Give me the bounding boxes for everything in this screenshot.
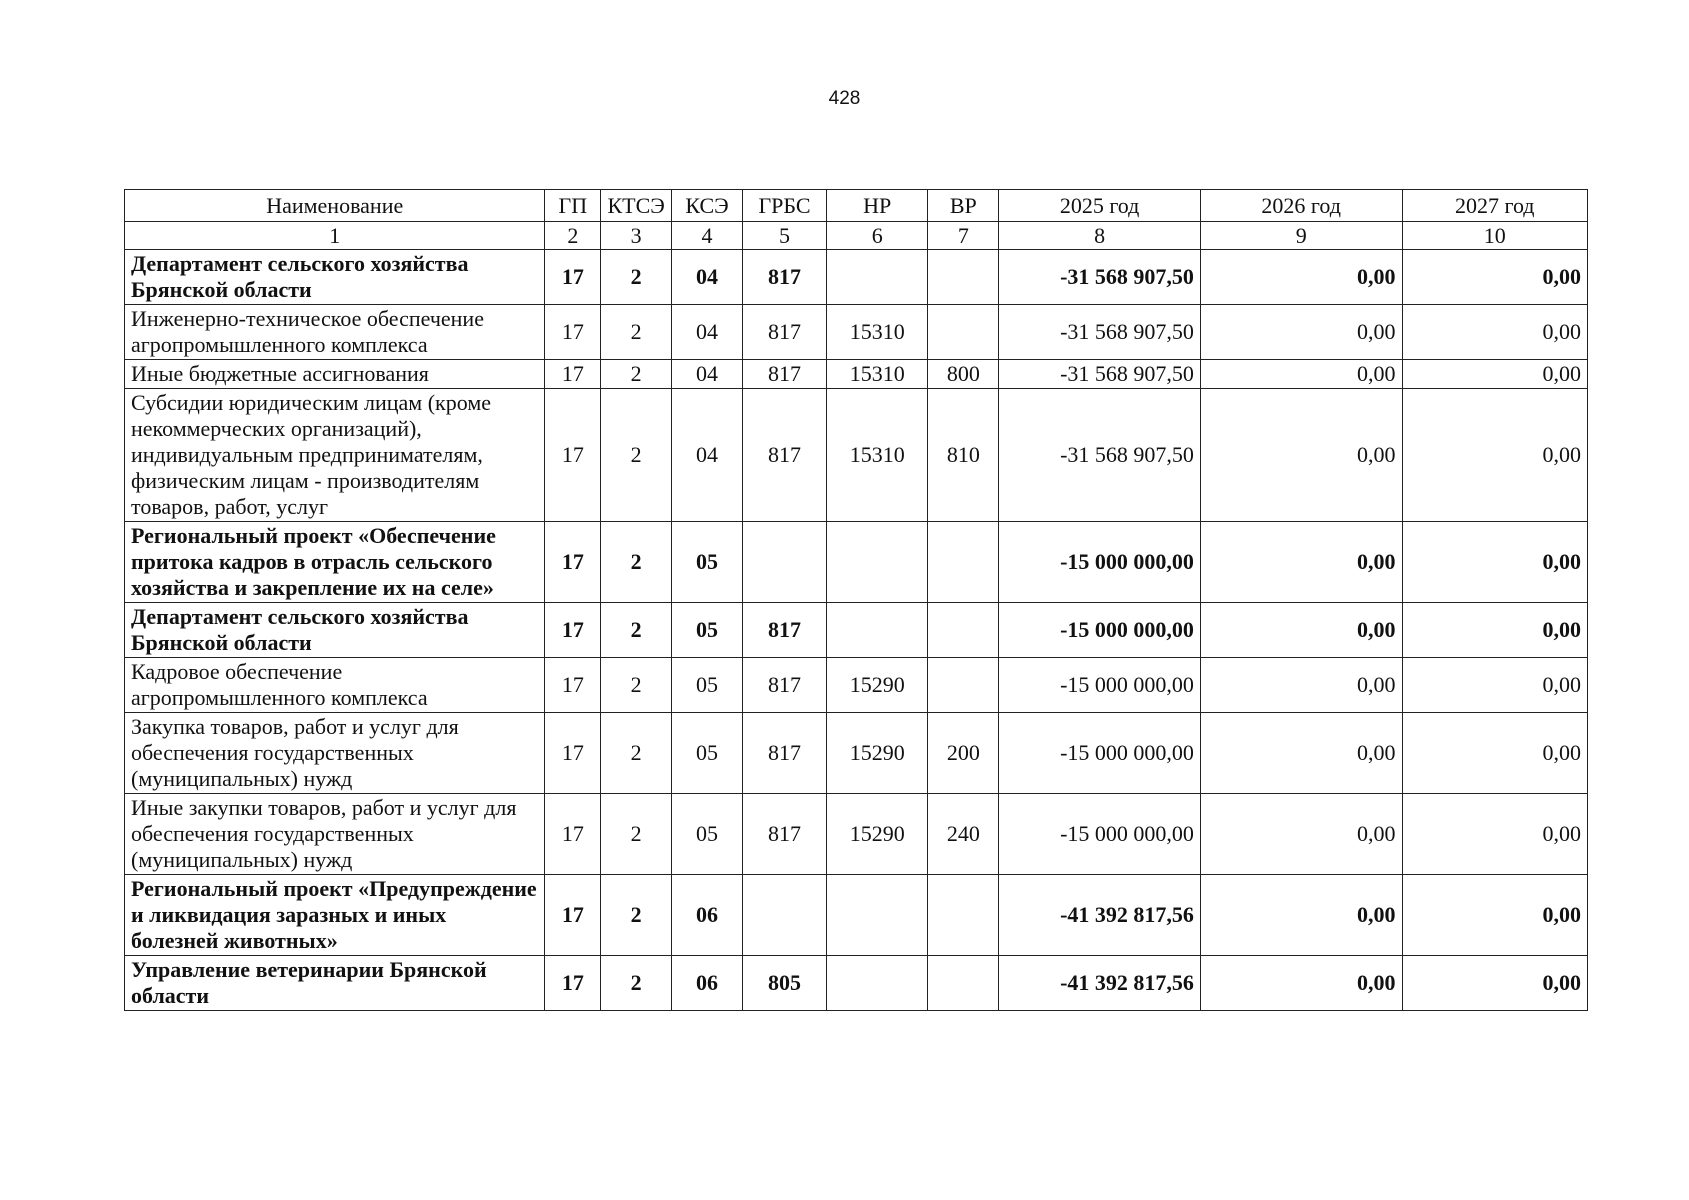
cell-2025: -15 000 000,00 bbox=[999, 794, 1201, 875]
cell-2027: 0,00 bbox=[1402, 250, 1588, 305]
cell-gp: 17 bbox=[545, 603, 601, 658]
cell-grbs: 817 bbox=[742, 250, 826, 305]
cell-2025: -31 568 907,50 bbox=[999, 360, 1201, 389]
cell-grbs: 817 bbox=[742, 794, 826, 875]
cell-2026: 0,00 bbox=[1200, 389, 1402, 522]
cell-grbs: 817 bbox=[742, 658, 826, 713]
table-body bbox=[125, 250, 1588, 1011]
row-name: Региональный проект «Предупреждение и ликвидация заразных и иных болезней животных» bbox=[125, 875, 545, 956]
row-name: Инженерно-техническое обеспечение агропромышленного комплекса bbox=[125, 305, 545, 360]
cell-grbs: 817 bbox=[742, 389, 826, 522]
column-number: 5 bbox=[742, 222, 826, 250]
cell-2026: 0,00 bbox=[1200, 522, 1402, 603]
cell-gp: 17 bbox=[545, 250, 601, 305]
row-name: Иные бюджетные ассигнования bbox=[125, 360, 545, 389]
cell-vr: 240 bbox=[928, 794, 999, 875]
cell-nr: 15290 bbox=[827, 713, 928, 794]
cell-2026: 0,00 bbox=[1200, 250, 1402, 305]
budget-table bbox=[124, 189, 1588, 1011]
cell-kse: 05 bbox=[672, 713, 743, 794]
table-row bbox=[125, 956, 1588, 1011]
cell-gp: 17 bbox=[545, 713, 601, 794]
cell-2027: 0,00 bbox=[1402, 522, 1588, 603]
cell-grbs: 805 bbox=[742, 956, 826, 1011]
cell-nr: 15310 bbox=[827, 305, 928, 360]
cell-2026: 0,00 bbox=[1200, 658, 1402, 713]
cell-kse: 06 bbox=[672, 875, 743, 956]
cell-2027: 0,00 bbox=[1402, 875, 1588, 956]
col-header-2025: 2025 год bbox=[999, 190, 1201, 222]
col-header-nr: НР bbox=[827, 190, 928, 222]
cell-grbs: 817 bbox=[742, 305, 826, 360]
cell-2027: 0,00 bbox=[1402, 713, 1588, 794]
column-number: 6 bbox=[827, 222, 928, 250]
cell-gp: 17 bbox=[545, 522, 601, 603]
table-row bbox=[125, 794, 1588, 875]
cell-grbs bbox=[742, 875, 826, 956]
cell-2027: 0,00 bbox=[1402, 305, 1588, 360]
cell-gp: 17 bbox=[545, 956, 601, 1011]
cell-kse: 04 bbox=[672, 360, 743, 389]
cell-2025: -15 000 000,00 bbox=[999, 658, 1201, 713]
col-header-kse: КСЭ bbox=[672, 190, 743, 222]
cell-2025: -15 000 000,00 bbox=[999, 522, 1201, 603]
cell-nr: 15310 bbox=[827, 389, 928, 522]
page-number: 428 bbox=[828, 88, 861, 109]
column-number: 7 bbox=[928, 222, 999, 250]
column-number: 3 bbox=[601, 222, 672, 250]
table-row bbox=[125, 250, 1588, 305]
cell-gp: 17 bbox=[545, 875, 601, 956]
cell-grbs: 817 bbox=[742, 360, 826, 389]
table-row bbox=[125, 713, 1588, 794]
cell-kse: 04 bbox=[672, 250, 743, 305]
row-name: Департамент сельского хозяйства Брянской области bbox=[125, 603, 545, 658]
cell-gp: 17 bbox=[545, 360, 601, 389]
table-row bbox=[125, 360, 1588, 389]
row-name: Управление ветеринарии Брянской области bbox=[125, 956, 545, 1011]
cell-2026: 0,00 bbox=[1200, 794, 1402, 875]
table-row bbox=[125, 875, 1588, 956]
cell-2026: 0,00 bbox=[1200, 956, 1402, 1011]
cell-kse: 04 bbox=[672, 305, 743, 360]
cell-vr bbox=[928, 658, 999, 713]
cell-gp: 17 bbox=[545, 794, 601, 875]
row-name: Департамент сельского хозяйства Брянской области bbox=[125, 250, 545, 305]
header-row bbox=[125, 190, 1588, 222]
column-number: 4 bbox=[672, 222, 743, 250]
cell-ktse: 2 bbox=[601, 658, 672, 713]
cell-2025: -41 392 817,56 bbox=[999, 875, 1201, 956]
row-name: Иные закупки товаров, работ и услуг для обеспечения государственных (муниципальных) нужд bbox=[125, 794, 545, 875]
cell-kse: 05 bbox=[672, 794, 743, 875]
row-name: Закупка товаров, работ и услуг для обеспечения государственных (муниципальных) нужд bbox=[125, 713, 545, 794]
cell-ktse: 2 bbox=[601, 389, 672, 522]
cell-ktse: 2 bbox=[601, 794, 672, 875]
cell-gp: 17 bbox=[545, 305, 601, 360]
cell-grbs: 817 bbox=[742, 713, 826, 794]
cell-kse: 06 bbox=[672, 956, 743, 1011]
cell-vr bbox=[928, 522, 999, 603]
cell-vr bbox=[928, 603, 999, 658]
cell-vr bbox=[928, 956, 999, 1011]
cell-nr bbox=[827, 250, 928, 305]
column-number: 2 bbox=[545, 222, 601, 250]
cell-ktse: 2 bbox=[601, 603, 672, 658]
cell-2027: 0,00 bbox=[1402, 360, 1588, 389]
cell-2027: 0,00 bbox=[1402, 658, 1588, 713]
row-name: Субсидии юридическим лицам (кроме некоммерческих организаций), индивидуальным предпринимателям, физическим лицам - производителям товаров, работ, услуг bbox=[125, 389, 545, 522]
cell-2026: 0,00 bbox=[1200, 603, 1402, 658]
cell-2026: 0,00 bbox=[1200, 305, 1402, 360]
table-row bbox=[125, 522, 1588, 603]
table-row bbox=[125, 389, 1588, 522]
cell-2025: -31 568 907,50 bbox=[999, 250, 1201, 305]
cell-ktse: 2 bbox=[601, 305, 672, 360]
column-number: 9 bbox=[1200, 222, 1402, 250]
cell-2025: -15 000 000,00 bbox=[999, 713, 1201, 794]
row-name: Кадровое обеспечение агропромышленного комплекса bbox=[125, 658, 545, 713]
cell-vr: 810 bbox=[928, 389, 999, 522]
col-header-vr: ВР bbox=[928, 190, 999, 222]
column-number: 10 bbox=[1402, 222, 1588, 250]
cell-kse: 05 bbox=[672, 658, 743, 713]
cell-ktse: 2 bbox=[601, 522, 672, 603]
cell-kse: 05 bbox=[672, 603, 743, 658]
cell-2026: 0,00 bbox=[1200, 875, 1402, 956]
cell-ktse: 2 bbox=[601, 956, 672, 1011]
cell-gp: 17 bbox=[545, 389, 601, 522]
cell-2025: -31 568 907,50 bbox=[999, 305, 1201, 360]
cell-2025: -41 392 817,56 bbox=[999, 956, 1201, 1011]
col-header-gp: ГП bbox=[545, 190, 601, 222]
cell-grbs bbox=[742, 522, 826, 603]
col-header-2026: 2026 год bbox=[1200, 190, 1402, 222]
table-row bbox=[125, 603, 1588, 658]
cell-vr: 800 bbox=[928, 360, 999, 389]
col-header-name: Наименование bbox=[125, 190, 545, 222]
cell-2025: -31 568 907,50 bbox=[999, 389, 1201, 522]
cell-nr: 15310 bbox=[827, 360, 928, 389]
cell-2027: 0,00 bbox=[1402, 956, 1588, 1011]
cell-ktse: 2 bbox=[601, 713, 672, 794]
cell-vr bbox=[928, 305, 999, 360]
cell-2026: 0,00 bbox=[1200, 360, 1402, 389]
column-number-row bbox=[125, 222, 1588, 250]
cell-2027: 0,00 bbox=[1402, 389, 1588, 522]
cell-nr bbox=[827, 956, 928, 1011]
cell-ktse: 2 bbox=[601, 875, 672, 956]
cell-ktse: 2 bbox=[601, 360, 672, 389]
cell-vr: 200 bbox=[928, 713, 999, 794]
table-row bbox=[125, 305, 1588, 360]
cell-gp: 17 bbox=[545, 658, 601, 713]
cell-nr bbox=[827, 522, 928, 603]
col-header-ktse: КТСЭ bbox=[601, 190, 672, 222]
col-header-grbs: ГРБС bbox=[742, 190, 826, 222]
cell-nr: 15290 bbox=[827, 658, 928, 713]
cell-nr bbox=[827, 603, 928, 658]
cell-2025: -15 000 000,00 bbox=[999, 603, 1201, 658]
cell-2027: 0,00 bbox=[1402, 794, 1588, 875]
col-header-2027: 2027 год bbox=[1402, 190, 1588, 222]
row-name: Региональный проект «Обеспечение притока кадров в отрасль сельского хозяйства и закрепление их на селе» bbox=[125, 522, 545, 603]
column-number: 8 bbox=[999, 222, 1201, 250]
table-row bbox=[125, 658, 1588, 713]
cell-vr bbox=[928, 875, 999, 956]
cell-vr bbox=[928, 250, 999, 305]
cell-kse: 04 bbox=[672, 389, 743, 522]
cell-kse: 05 bbox=[672, 522, 743, 603]
cell-grbs: 817 bbox=[742, 603, 826, 658]
cell-2027: 0,00 bbox=[1402, 603, 1588, 658]
column-number: 1 bbox=[125, 222, 545, 250]
cell-2026: 0,00 bbox=[1200, 713, 1402, 794]
cell-ktse: 2 bbox=[601, 250, 672, 305]
cell-nr: 15290 bbox=[827, 794, 928, 875]
cell-nr bbox=[827, 875, 928, 956]
